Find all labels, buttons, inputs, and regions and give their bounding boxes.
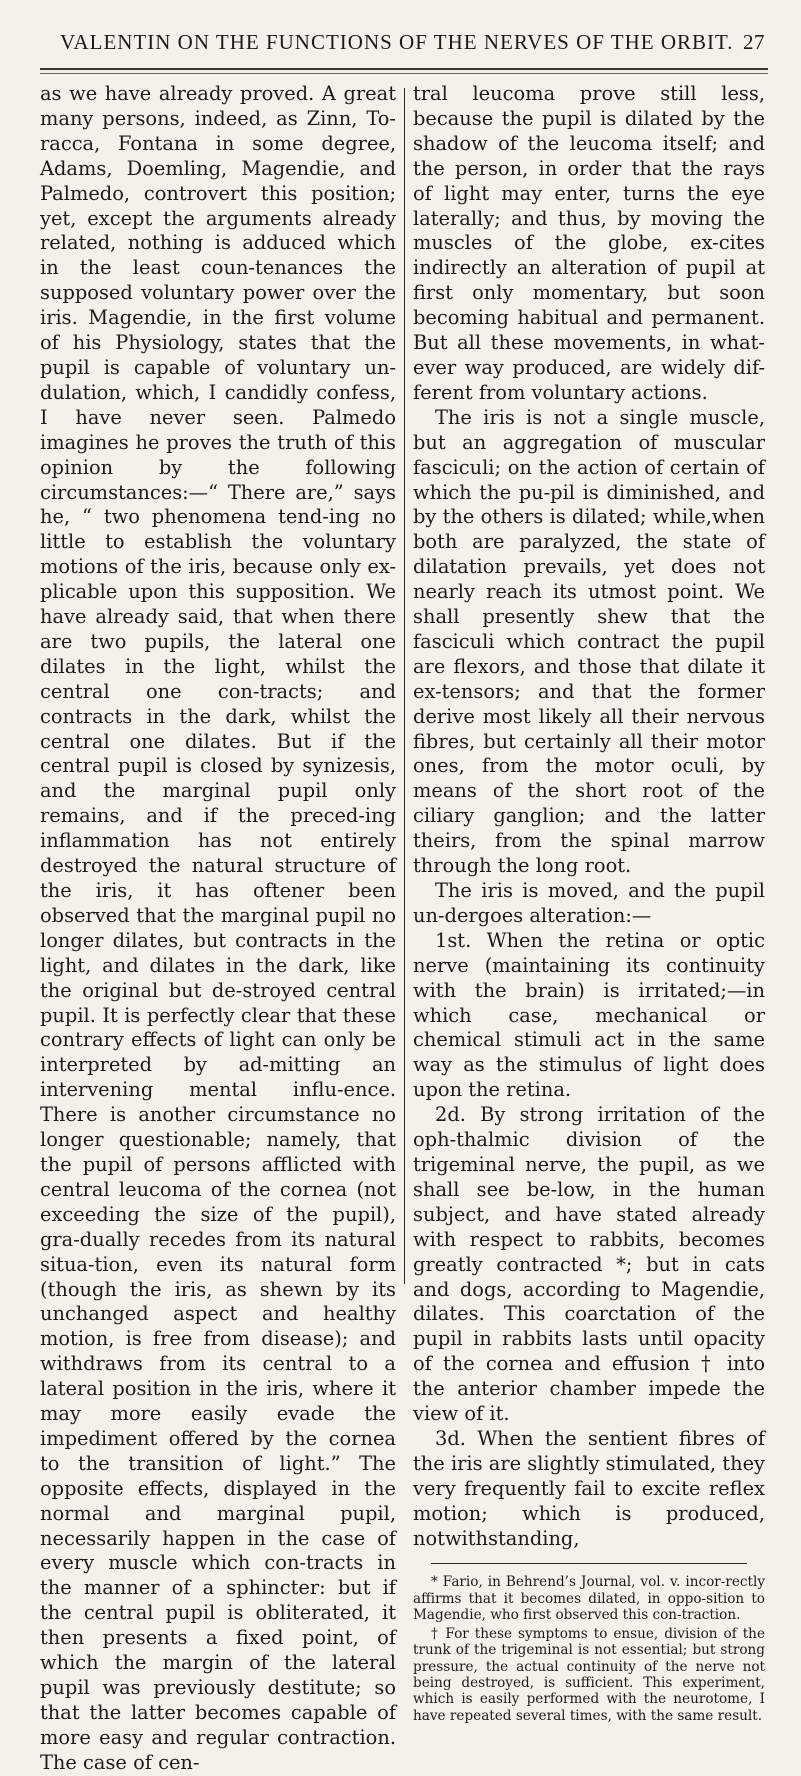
page-number: 27: [743, 30, 765, 54]
left-column: [40, 82, 396, 1776]
column-divider: [404, 88, 405, 1284]
right-paragraph-iris: The iris is not a single muscle, but an aggregation of muscular fasciculi; on the action of certain of which the pu-pil is diminished, and by the others is dilated; while,when both are paralyzed, the state of dilatation prevails, yet does not nearly reach its utmost point. We shall presently shew that the fasciculi which contract the pupil are flexors, and those that dilate it ex-tensors; and that the former derive most likely all their nervous fibres, but certainly all their motor ones, from the motor oculi, by means of the short root of the ciliary ganglion; and the latter theirs, from the spinal marrow through the long root.: [413, 405, 765, 878]
right-paragraph-third: 3d. When the sentient fibres of the iris are slightly stimulated, they very frequently fail to excite reflex motion; which is produced, notwithstanding,: [413, 1426, 765, 1550]
right-paragraph-second: 2d. By strong irritation of the oph-thalmic division of the trigeminal nerve, the pupil, as we shall see be-low, in the human subject, and have stated already with respect to rabbits, becomes greatly contracted *; but in cats and dogs, according to Magendie, dilates. This coarctation of the pupil in rabbits lasts until opacity of the cornea and effusion † into the anterior chamber impede the view of it.: [413, 1103, 765, 1426]
footnote-1: * Fario, in Behrend’s Journal, vol. v. incor-rectly affirms that it becomes dilated, in oppo-sition to Magendie, who first observed this con-traction.: [413, 1574, 765, 1624]
right-paragraph-continued: tral leucoma prove still less, because the pupil is dilated by the shadow of the leucoma itself; and the person, in order that the rays of light may enter, turns the eye laterally; and thus, by moving the muscles of the globe, ex-cites indirectly an alteration of pupil at first only momentary, but soon becoming habitual and permanent. But all these movements, in what-ever way produced, are widely dif-ferent from voluntary actions.: [413, 82, 765, 404]
running-header: [60, 30, 765, 55]
footnote-rule: [431, 1563, 748, 1564]
right-column: [413, 82, 765, 1726]
left-paragraph: as we have already proved. A great many persons, indeed, as Zinn, To-racca, Fontana in some degree, Adams, Doemling, Magendie, and Palmedo, controvert this position; yet, except the arguments already related, nothing is adduced which in the least coun-tenances the supposed voluntary power over the iris. Magendie, in the first volume of his Physiology, states that the pupil is capable of voluntary un-dulation, which, I candidly confess, I have never seen. Palmedo imagines he proves the truth of this opinion by the following circumstances:—“ There are,” says he, “ two phenomena tend-ing no little to establish the voluntary motions of the iris, because only ex-plicable upon this supposition. We have already said, that when there are two pupils, the lateral one dilates in the light, whilst the central one con-tracts; and contracts in the dark, whilst the central one dilates. But if the central pupil is closed by synizesis, and the marginal pupil only remains, and if the preced-ing inflammation has not entirely destroyed the natural structure of the iris, it has oftener been observed that the marginal pupil no longer dilates, but contracts in the light, and dilates in the dark, like the original but de-stroyed central pupil. It is perfectly clear that these contrary effects of light can only be interpreted by ad-mitting an intervening mental influ-ence. There is another circumstance no longer questionable; namely, that the pupil of persons afflicted with central leucoma of the cornea (not exceeding the size of the pupil), gra-dually recedes from its natural situa-tion, even its natural form (though the iris, as shewn by its unchanged aspect and healthy motion, is free from disease); and withdraws from its central to a lateral position in the iris, where it may more easily evade the impediment offered by the cornea to the transition of light.” The opposite effects, displayed in the normal and marginal pupil, necessarily happen in the case of every muscle which con-tracts in the manner of a sphincter: but if the central pupil is obliterated, it then presents a fixed point, of which the margin of the lateral pupil was previously destitute; so that the latter becomes capable of more easy and regular contraction. The case of cen-: [40, 82, 396, 1774]
right-paragraph-first: 1st. When the retina or optic nerve (maintaining its continuity with the brain) is irritated;—in which case, mechanical or chemical stimuli act in the same way as the stimulus of light does upon the retina.: [413, 928, 765, 1102]
right-paragraph-moved: The iris is moved, and the pupil un-dergoes alteration:—: [413, 879, 765, 927]
header-rule-thin: [40, 73, 768, 74]
running-title: VALENTIN ON THE FUNCTIONS OF THE NERVES OF THE ORBIT.: [60, 30, 734, 54]
footnote-2: † For these symptoms to ensue, division of the trunk of the trigeminal is not essential; but strong pressure, the actual continuity of the nerve not being destroyed, is sufficient. This experiment, which is easily performed with the neurotome, I have repeated several times, with the same result.: [413, 1625, 765, 1724]
header-rule: [40, 68, 768, 70]
